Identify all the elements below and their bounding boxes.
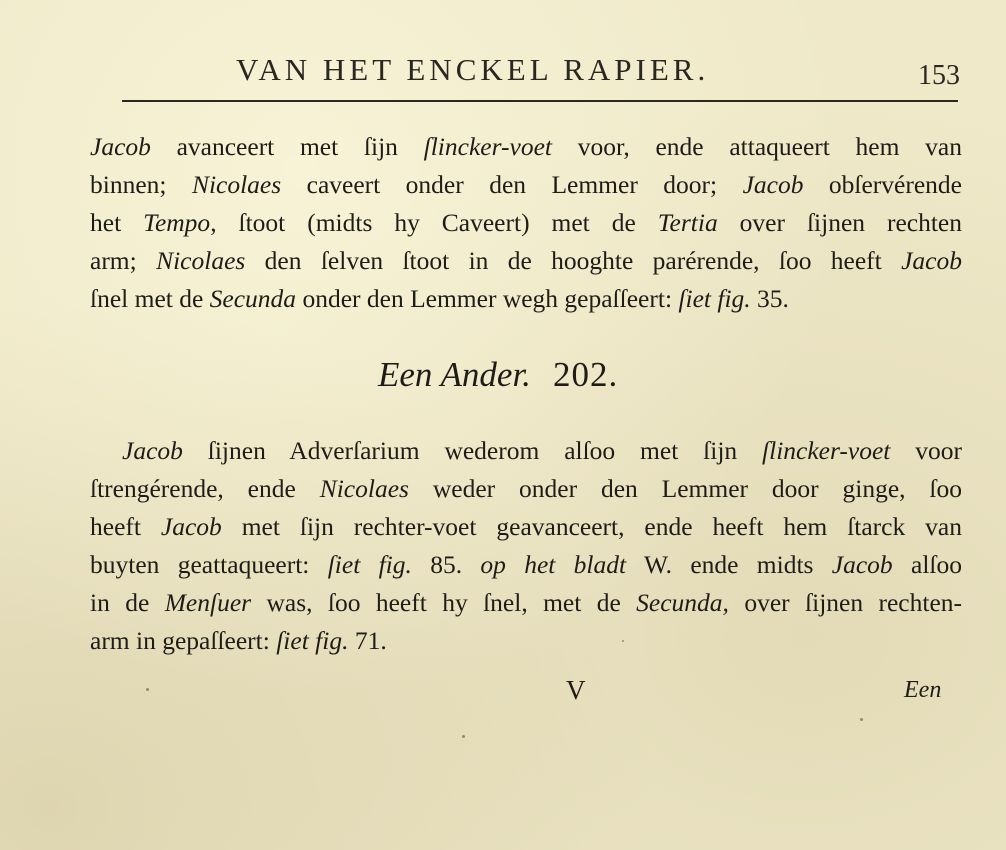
text-span: Nicolaes xyxy=(191,170,282,199)
text-line xyxy=(90,280,962,318)
text-span: arm; xyxy=(90,246,157,275)
text-span: weder onder den Lemmer door ginge, ſoo xyxy=(408,474,963,503)
text-span: met ſijn rechter-voet geavanceert, ende heeft hem ſtarck van xyxy=(221,512,962,541)
paper-speck xyxy=(860,718,863,721)
text-span: over ſijnen rechten xyxy=(717,208,962,237)
text-line xyxy=(90,546,962,584)
text-line xyxy=(90,242,962,280)
text-span: caveert onder den Lemmer door; xyxy=(281,170,743,199)
text-span: voor xyxy=(890,436,963,465)
text-line xyxy=(90,584,962,622)
text-line xyxy=(90,432,962,470)
text-line xyxy=(90,166,962,204)
text-span: 85. xyxy=(411,550,481,579)
section-heading xyxy=(378,355,618,395)
text-span: Jacob xyxy=(90,132,151,161)
text-span: Jacob xyxy=(160,512,222,541)
text-span: op het bladt xyxy=(480,550,627,579)
paper-speck xyxy=(462,735,465,738)
text-span: over ſijnen rechten- xyxy=(728,588,963,617)
section-title: Een Ander. xyxy=(378,355,531,394)
text-span: alſoo xyxy=(892,550,962,579)
text-line xyxy=(90,204,962,242)
section-number: 202. xyxy=(552,355,619,394)
text-line xyxy=(90,508,962,546)
text-span: ſiet fig. xyxy=(678,284,751,313)
text-span: buyten geattaqueert: xyxy=(90,550,328,579)
text-span: ſijnen Adverſarium wederom alſoo met ſijn xyxy=(182,436,763,465)
text-span: ſlincker-voet xyxy=(762,436,891,465)
text-span: Menſuer xyxy=(164,588,252,617)
text-span: Jacob xyxy=(122,436,183,465)
text-span: ſnel met de xyxy=(90,284,210,313)
paper-speck xyxy=(622,640,624,642)
text-span: arm in gepaſſeert: xyxy=(90,626,277,655)
text-span: Secunda, xyxy=(636,588,729,617)
text-span: Jacob xyxy=(831,550,893,579)
text-span: ſlincker-voet xyxy=(423,132,552,161)
paragraph-1 xyxy=(90,128,962,318)
text-span: Jacob xyxy=(742,170,804,199)
text-span: obſervérende xyxy=(803,170,962,199)
paragraph-2 xyxy=(90,432,962,660)
text-span: in de xyxy=(90,588,165,617)
text-span: avanceert met ſijn xyxy=(150,132,424,161)
running-title: VAN HET ENCKEL RAPIER. xyxy=(236,52,710,87)
text-span: ſiet fig. xyxy=(276,626,349,655)
text-line xyxy=(90,622,962,660)
text-span: Nicolaes xyxy=(319,474,409,503)
text-span: onder den Lemmer wegh gepaſſeert: xyxy=(296,284,679,313)
text-span: ſtrengérende, ende xyxy=(90,474,320,503)
text-span: , ſtoot (midts hy Caveert) met de xyxy=(210,208,658,237)
text-span: was, ſoo heeft hy ſnel, met de xyxy=(251,588,637,617)
text-line xyxy=(90,470,962,508)
text-span: 35. xyxy=(750,284,789,313)
text-span: Secunda xyxy=(209,284,297,313)
header-rule xyxy=(122,100,958,102)
text-span: Tempo xyxy=(143,208,211,237)
text-span: Nicolaes xyxy=(156,246,246,275)
text-line xyxy=(90,128,962,166)
text-span: het xyxy=(90,208,144,237)
text-span: ſiet fig. xyxy=(327,550,412,579)
text-span: Jacob xyxy=(901,246,962,275)
catchword: Een xyxy=(904,677,942,703)
text-span: heeft xyxy=(90,512,161,541)
page-number: 153 xyxy=(918,60,960,91)
paper-speck xyxy=(146,688,149,691)
text-span: den ſelven ſtoot in de hooghte parérende, ſoo heeft xyxy=(245,246,902,275)
text-span: W. ende midts xyxy=(626,550,832,579)
text-span: binnen; xyxy=(90,170,192,199)
signature-mark: V xyxy=(566,675,586,705)
text-span: voor, ende attaqueert hem van xyxy=(551,132,962,161)
text-span: Tertia xyxy=(657,208,718,237)
text-span: 71. xyxy=(348,626,387,655)
